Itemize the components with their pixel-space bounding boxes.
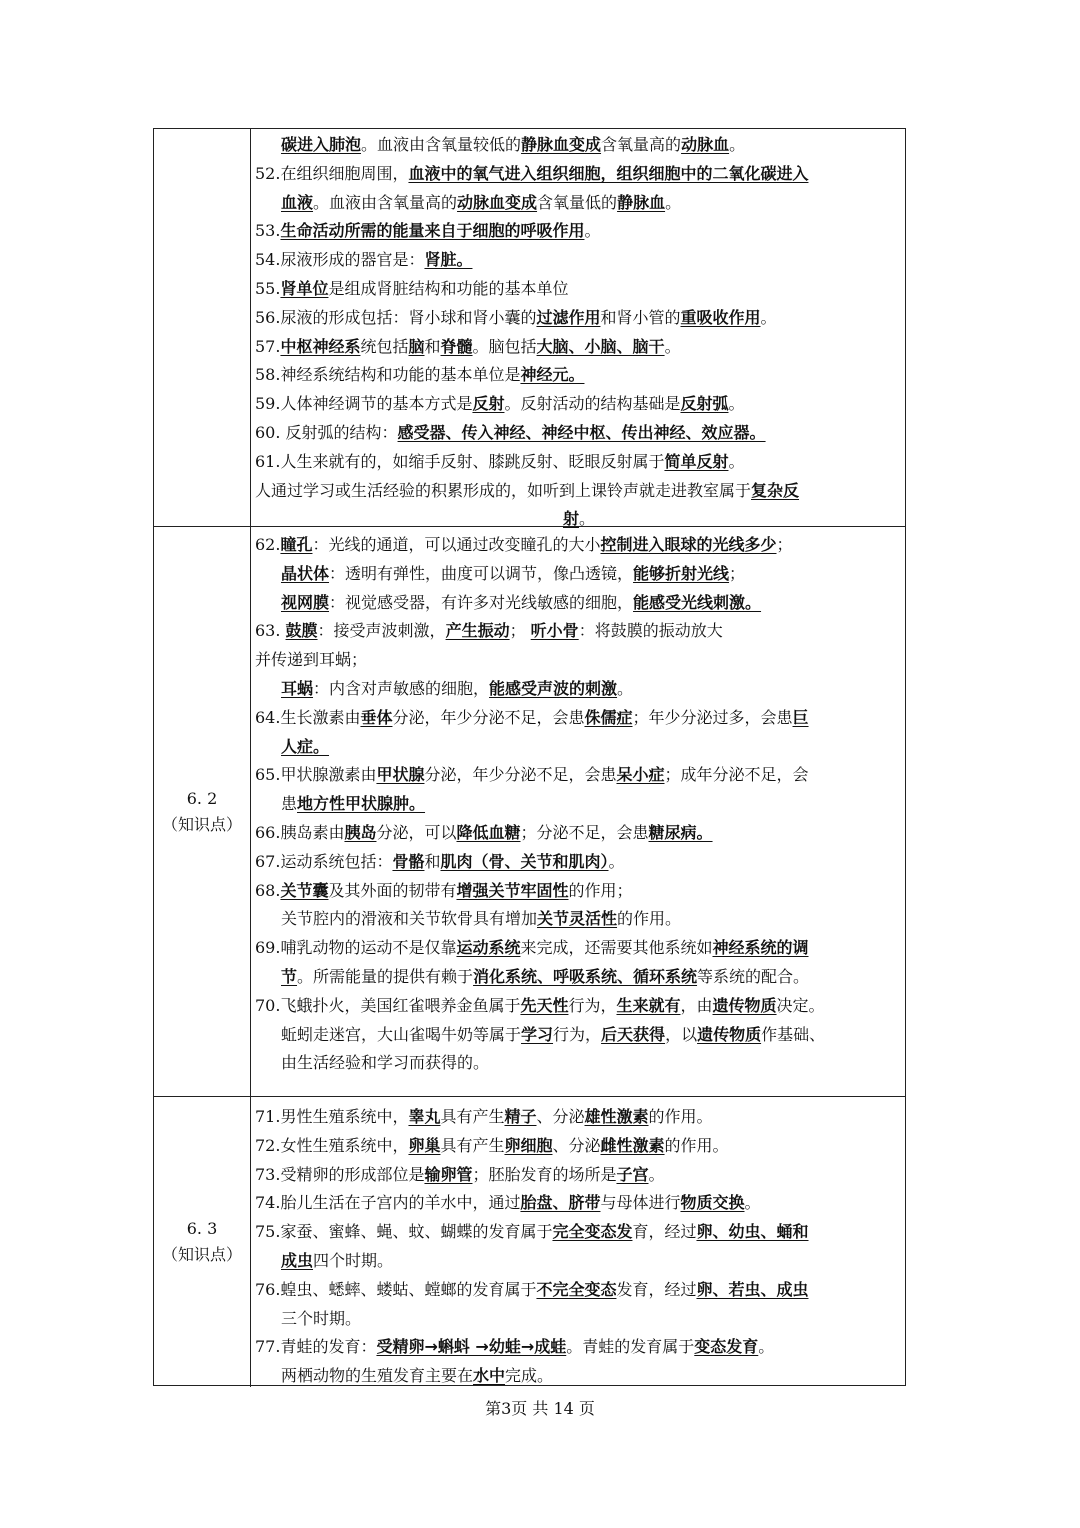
- text-span: 具有产生: [440, 1107, 505, 1126]
- text-span: 发育，经过: [616, 1279, 697, 1299]
- content-line: [255, 1189, 903, 1218]
- key-term: 能感受声波的刺激: [489, 678, 618, 698]
- text-span: 四个时期。: [313, 1250, 394, 1270]
- key-term: 肾单位: [280, 278, 329, 298]
- text-span: 60. 反射弧的结构：: [255, 422, 398, 442]
- key-term: 受精卵→蝌蚪 →幼蛙→成蛙: [376, 1337, 567, 1357]
- text-span: 两栖动物的生殖发育主要在: [281, 1366, 474, 1386]
- text-span: 。血液由含氧量高的: [313, 192, 458, 212]
- text-span: 。: [729, 135, 746, 154]
- key-term: 降低血糖: [456, 822, 521, 842]
- text-span: 。: [665, 192, 682, 212]
- key-term: 遗传物质: [712, 995, 777, 1015]
- text-span: 。: [608, 851, 625, 871]
- content-line: [255, 905, 903, 934]
- key-term: 增强关节牢固性: [456, 880, 569, 900]
- text-span: 含氧量高的: [601, 135, 682, 154]
- text-span: 的作用。: [664, 1135, 729, 1155]
- content-line: [255, 963, 903, 992]
- knowledge-table: [153, 128, 906, 1386]
- content-line: [255, 1333, 903, 1362]
- key-term: 遗传物质: [697, 1024, 762, 1044]
- text-span: 作基础、: [761, 1024, 826, 1044]
- key-term: 控制进入眼球的光线多少: [600, 535, 777, 554]
- key-term: 输卵管: [424, 1164, 473, 1184]
- text-span: ；胚胎发育的场所是: [472, 1164, 617, 1184]
- text-span: 完成。: [505, 1366, 554, 1386]
- key-term: 精子: [504, 1107, 537, 1126]
- section-label-cell: [154, 1097, 251, 1387]
- section-label: 6. 3: [186, 1219, 218, 1238]
- content-line: [255, 333, 903, 362]
- text-span: ：内含对声敏感的细胞，: [313, 678, 490, 698]
- key-term: 能够折射光线: [633, 563, 730, 583]
- text-span: ；: [776, 535, 793, 554]
- key-term: 瞳孔: [280, 535, 313, 554]
- table-row-6-2: [154, 527, 905, 1097]
- text-span: 等系统的配合。: [697, 966, 810, 986]
- key-term: 雌性激素: [600, 1135, 665, 1155]
- text-span: 76.蝗虫、蟋蟀、蝼蛄、螳螂的发育属于: [255, 1279, 537, 1299]
- key-term: 能感受光线刺激。: [633, 592, 762, 612]
- content-line: [255, 1362, 903, 1391]
- section-label-cell: [154, 129, 251, 526]
- text-span: 分泌，可以: [376, 822, 457, 842]
- content-line: [255, 1161, 903, 1190]
- content-line: [255, 419, 903, 448]
- key-term: 神经系统的调: [712, 938, 809, 958]
- section-sub-label: （知识点）: [161, 814, 242, 834]
- text-span: 65.甲状腺激素由: [255, 765, 377, 785]
- text-span: 分泌，年少分泌不足，会患: [392, 707, 585, 727]
- text-span: 75.家蚕、蜜蜂、蝇、蚊、蝴蝶的发育属于: [255, 1222, 553, 1242]
- text-span: 、分泌: [552, 1135, 601, 1155]
- content-line: [255, 761, 903, 790]
- content-line: [255, 877, 903, 906]
- text-span: 67.运动系统包括：: [255, 851, 393, 871]
- section-content: [253, 527, 905, 1096]
- content-line: [255, 992, 903, 1021]
- key-term: 生命活动所需的能量来自于细胞的呼吸作用: [280, 221, 585, 241]
- key-term: 复杂反: [751, 480, 800, 500]
- section-label-cell: [154, 527, 251, 1096]
- text-span: 。: [760, 307, 777, 327]
- content-line: [255, 1049, 903, 1078]
- text-span: ；分泌不足，会患: [520, 822, 649, 842]
- key-term: 晶状体: [281, 563, 330, 583]
- text-span: 的作用。: [648, 1107, 713, 1126]
- text-span: 行为，: [568, 995, 617, 1015]
- text-span: ：光线的通道，可以通过改变瞳孔的大小: [312, 535, 601, 554]
- text-span: 患: [281, 794, 298, 814]
- key-term: 关节灵活性: [537, 909, 618, 929]
- text-span: 。: [728, 394, 745, 414]
- content-line: [255, 1247, 903, 1276]
- key-term: 地方性甲状腺肿。: [297, 794, 426, 814]
- text-span: 52.在组织细胞周围，: [255, 163, 409, 183]
- text-span: 蚯蚓走迷宫，大山雀喝牛奶等属于: [281, 1024, 522, 1044]
- text-span: ：视觉感受器，有许多对光线敏感的细胞，: [329, 592, 634, 612]
- text-span: 的作用。: [617, 909, 682, 929]
- text-span: 70.飞蛾扑火，美国红雀喂养金鱼属于: [255, 995, 521, 1015]
- key-term: 听小骨: [530, 621, 579, 641]
- text-span: ：将鼓膜的振动放大: [578, 621, 723, 641]
- text-span: 66.胰岛素由: [255, 822, 345, 842]
- key-term: 完全变态发: [552, 1222, 633, 1242]
- content-line: [255, 560, 903, 589]
- key-term: 先天性: [520, 995, 569, 1015]
- content-line: [255, 275, 903, 304]
- section-content: [253, 129, 905, 529]
- key-term: 人症。: [281, 736, 330, 756]
- text-span: 53.: [255, 221, 281, 241]
- text-span: 57.: [255, 336, 281, 356]
- key-term: 大脑、小脑、脑干: [536, 336, 665, 356]
- key-term: 重吸收作用: [680, 307, 761, 327]
- content-line: [255, 646, 903, 675]
- text-span: 69.哺乳动物的运动不是仅靠: [255, 938, 457, 958]
- content-line: [255, 531, 903, 560]
- key-term: 垂体: [360, 707, 393, 727]
- key-term: 静脉血: [617, 192, 666, 212]
- text-span: 。: [648, 1164, 665, 1184]
- content-line: [255, 217, 903, 246]
- text-span: 和肾小管的: [600, 307, 681, 327]
- key-term: 胰岛: [344, 822, 377, 842]
- content-line: [255, 1021, 903, 1050]
- content-line: [255, 790, 903, 819]
- content-line: [255, 819, 903, 848]
- content-line: [255, 390, 903, 419]
- key-term: 卵、幼虫、蛹和: [696, 1222, 809, 1242]
- text-span: 含氧量低的: [537, 192, 618, 212]
- section-sub-label: （知识点）: [161, 1245, 242, 1264]
- text-span: 由生活经验和学习而获得的。: [281, 1053, 490, 1073]
- key-term: 睾丸: [408, 1107, 441, 1126]
- text-span: ；成年分泌不足，会: [664, 765, 809, 785]
- text-span: 73.受精卵的形成部位是: [255, 1164, 425, 1184]
- text-span: 统包括: [360, 336, 409, 356]
- key-term: 生来就有: [616, 995, 681, 1015]
- key-term: 胎盘、脐带: [520, 1193, 601, 1213]
- content-line: [255, 617, 903, 646]
- text-span: 。脑包括: [472, 336, 537, 356]
- key-term: 卵细胞: [504, 1135, 553, 1155]
- content-line: [255, 675, 903, 704]
- text-span: 三个时期。: [281, 1308, 362, 1328]
- text-span: 具有产生: [440, 1135, 505, 1155]
- text-span: 。: [579, 509, 596, 529]
- key-term: 物质交换: [680, 1193, 745, 1213]
- text-span: 与母体进行: [600, 1193, 681, 1213]
- content-line: [255, 189, 903, 218]
- text-span: 分泌，年少分泌不足，会患: [424, 765, 617, 785]
- text-span: 。血液由含氧量较低的: [361, 135, 522, 154]
- text-span: 74.胎儿生活在子宫内的羊水中，通过: [255, 1193, 521, 1213]
- text-span: 来完成，还需要其他系统如: [520, 938, 713, 958]
- text-span: 和: [424, 851, 441, 871]
- key-term: 脑: [408, 336, 425, 356]
- key-term: 卵、若虫、成虫: [696, 1279, 809, 1299]
- content-line: [255, 704, 903, 733]
- key-term: 后天获得: [601, 1024, 666, 1044]
- text-span: 。: [744, 1193, 761, 1213]
- text-span: 是组成肾脏结构和功能的基本单位: [328, 278, 569, 298]
- content-line: [255, 733, 903, 762]
- text-span: 的作用；: [568, 880, 633, 900]
- text-span: 68.: [255, 880, 281, 900]
- text-span: ：透明有弹性，曲度可以调节，像凸透镜，: [329, 563, 634, 583]
- key-term: 视网膜: [281, 592, 330, 612]
- key-term: 鼓膜: [285, 621, 318, 641]
- text-span: 。青蛙的发育属于: [566, 1337, 695, 1357]
- content-line: [255, 1132, 903, 1161]
- text-span: 63.: [255, 621, 286, 641]
- text-span: 和: [424, 336, 441, 356]
- text-span: 关节腔内的滑液和关节软骨具有增加: [281, 909, 538, 929]
- section-label: 6. 2: [186, 788, 218, 808]
- key-term: 运动系统: [456, 938, 521, 958]
- section-content: [253, 1097, 905, 1387]
- key-term: 简单反射: [664, 451, 729, 471]
- text-span: ；: [509, 621, 531, 641]
- content-line: [255, 477, 903, 506]
- content-line: [255, 131, 903, 160]
- key-term: 反射弧: [680, 394, 729, 414]
- key-term: 射: [562, 509, 579, 529]
- key-term: 产生振动: [445, 621, 510, 641]
- text-span: 。反射活动的结构基础是: [504, 394, 681, 414]
- text-span: 58.神经系统结构和功能的基本单位是: [255, 365, 521, 385]
- text-span: 及其外面的韧带有: [328, 880, 457, 900]
- text-span: 育，经过: [632, 1222, 697, 1242]
- content-line: [255, 160, 903, 189]
- text-span: 72.女性生殖系统中，: [255, 1135, 409, 1155]
- key-term: 肌肉（骨、关节和肌肉）: [440, 851, 609, 871]
- text-span: 56.尿液的形成包括：肾小球和肾小囊的: [255, 307, 537, 327]
- key-term: 血液中的氧气进入组织细胞，组织细胞中的二氧化碳进入: [408, 163, 809, 183]
- text-span: 。: [584, 221, 601, 241]
- text-span: 64.生长激素由: [255, 707, 361, 727]
- text-span: 59.人体神经调节的基本方式是: [255, 394, 473, 414]
- text-span: ：接受声波刺激，: [317, 621, 446, 641]
- key-term: 学习: [521, 1024, 554, 1044]
- key-term: 碳进入肺泡: [281, 135, 362, 154]
- content-line: [255, 361, 903, 390]
- page-footer: 第3页 共 14 页: [485, 1399, 595, 1418]
- key-term: 动脉血变成: [457, 192, 538, 212]
- table-row-6-1-continued: [154, 129, 905, 527]
- key-term: 耳蜗: [281, 678, 314, 698]
- text-span: 决定。: [776, 995, 825, 1015]
- key-term: 消化系统、呼吸系统、循环系统: [473, 966, 698, 986]
- content-line: [255, 448, 903, 477]
- key-term: 肾脏。: [424, 250, 473, 270]
- content-line: [255, 304, 903, 333]
- table-row-6-3: [154, 1097, 905, 1387]
- text-span: 、分泌: [536, 1107, 585, 1126]
- text-span: 61.人生来就有的，如缩手反射、膝跳反射、眨眼反射属于: [255, 451, 665, 471]
- key-term: 静脉血变成: [521, 135, 602, 154]
- key-term: 动脉血: [681, 135, 730, 154]
- key-term: 变态发育: [694, 1337, 759, 1357]
- text-span: 行为，: [553, 1024, 602, 1044]
- key-term: 巨: [792, 707, 809, 727]
- text-span: 。: [758, 1337, 775, 1357]
- key-term: 不完全变态: [536, 1279, 617, 1299]
- text-span: 并传递到耳蜗；: [255, 650, 368, 670]
- key-term: 神经元。: [520, 365, 585, 385]
- key-term: 甲状腺: [376, 765, 425, 785]
- key-term: 反射: [472, 394, 505, 414]
- content-line: [255, 848, 903, 877]
- text-span: ，由: [680, 995, 713, 1015]
- key-term: 侏儒症: [584, 707, 633, 727]
- key-term: 中枢神经系: [280, 336, 361, 356]
- key-term: 脊髓: [440, 336, 473, 356]
- key-term: 水中: [473, 1366, 506, 1386]
- text-span: 。: [664, 336, 681, 356]
- key-term: 节: [281, 966, 298, 986]
- content-line: [255, 934, 903, 963]
- text-span: 。所需能量的提供有赖于: [297, 966, 474, 986]
- key-term: 子宫: [616, 1164, 649, 1184]
- key-term: 关节囊: [280, 880, 329, 900]
- key-term: 呆小症: [616, 765, 665, 785]
- text-span: 55.: [255, 278, 281, 298]
- content-line: [255, 589, 903, 618]
- text-span: 。: [728, 451, 745, 471]
- key-term: 卵巢: [408, 1135, 441, 1155]
- text-span: 。: [617, 678, 634, 698]
- content-line: [255, 246, 903, 275]
- text-span: ；年少分泌过多，会患: [632, 707, 793, 727]
- text-span: ；: [729, 563, 746, 583]
- text-span: 77.青蛙的发育：: [255, 1337, 377, 1357]
- text-span: 71.男性生殖系统中，: [255, 1107, 409, 1126]
- text-span: ，以: [665, 1024, 698, 1044]
- content-line: [255, 1218, 903, 1247]
- content-line: [255, 1276, 903, 1305]
- text-span: 人通过学习或生活经验的积累形成的，如听到上课铃声就走进教室属于: [255, 480, 752, 500]
- text-span: 62.: [255, 535, 281, 554]
- key-term: 雄性激素: [584, 1107, 649, 1126]
- key-term: 血液: [281, 192, 314, 212]
- text-span: 54.尿液形成的器官是：: [255, 250, 425, 270]
- key-term: 过滤作用: [536, 307, 601, 327]
- content-line: [255, 1103, 903, 1132]
- key-term: 感受器、传入神经、神经中枢、传出神经、效应器。: [397, 422, 766, 442]
- key-term: 糖尿病。: [648, 822, 713, 842]
- key-term: 成虫: [281, 1250, 314, 1270]
- key-term: 骨骼: [392, 851, 425, 871]
- content-line: [255, 1305, 903, 1334]
